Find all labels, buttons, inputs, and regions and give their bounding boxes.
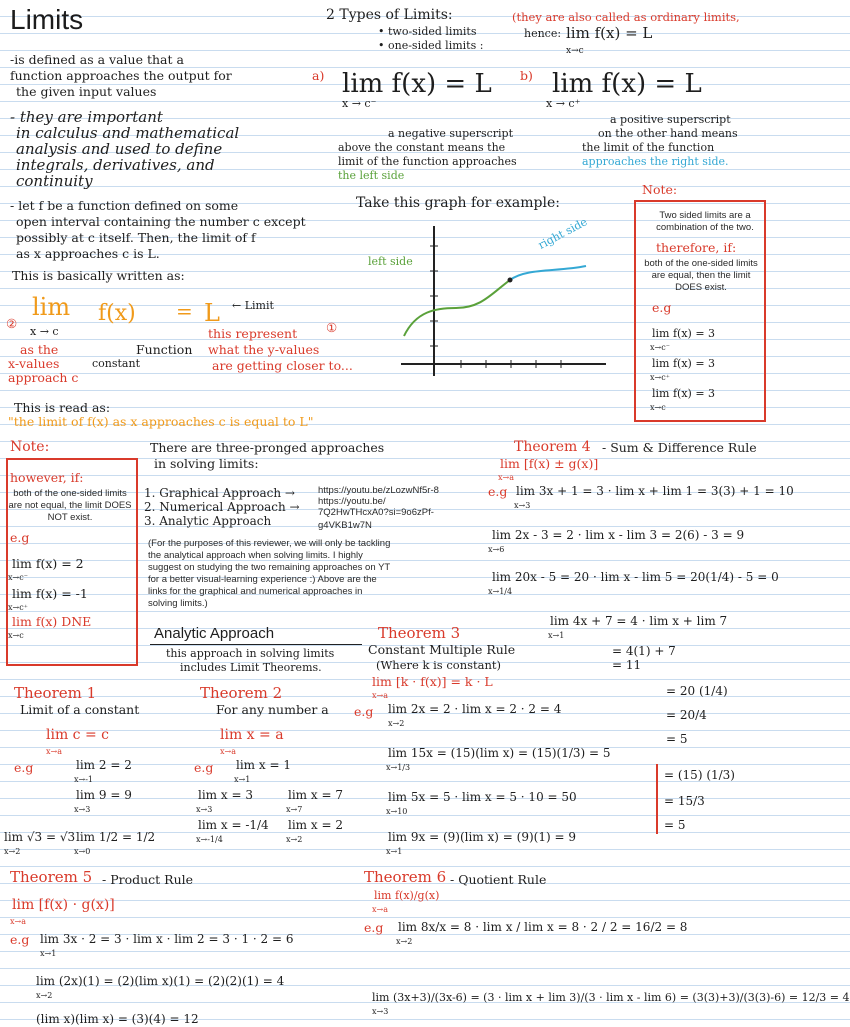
ann-left-num: ② <box>6 316 18 331</box>
thm5-rule: lim [f(x) · g(x)] <box>12 897 115 913</box>
thm5-ex1: lim 3x · 2 = 3 · lim x · lim 2 = 3 · 1 · 2 = 6 <box>40 932 294 946</box>
thm5-title: Theorem 5 <box>10 868 93 886</box>
thm1-ex1: lim 2 = 2 <box>76 758 132 772</box>
note2-ex3: lim f(x) DNE <box>12 614 92 629</box>
side-a-2: = 20/4 <box>666 708 707 722</box>
approach-link-3[interactable]: 7Q2HwTHcxA0?si=9o6zPf- <box>318 507 434 518</box>
thm2-ex5-sub: x→2 <box>286 835 303 844</box>
note2-ex3-sub: x→c <box>8 631 24 640</box>
thm5-rule-sub: x→a <box>10 917 26 926</box>
ann-right-3: are getting closer to... <box>212 358 353 373</box>
note1-title: Note: <box>642 182 678 197</box>
thm2-title: Theorem 2 <box>200 684 283 702</box>
thm1-rule-sub: x→a <box>46 747 62 756</box>
thm3-ex4: lim 9x = (9)(lim x) = (9)(1) = 9 <box>388 830 576 844</box>
thm6-ex1: lim 8x/x = 8 · lim x / lim x = 8 · 2 / 2 = 16/2 = 8 <box>398 920 688 934</box>
side-b-bracket <box>656 764 658 834</box>
thm1-ex1-sub: x→-1 <box>74 775 94 784</box>
approach-link-4[interactable]: g4VKB1w7N <box>318 520 372 531</box>
thm4-rule-sub: x→a <box>498 473 514 482</box>
thm2-ex4: lim x = -1/4 <box>198 818 269 832</box>
thm1-ex4-sub: x→0 <box>74 847 91 856</box>
thm4-ex1: lim 3x + 1 = 3 · lim x + lim 1 = 3(3) + 1 = 10 <box>516 484 794 498</box>
thm5-ex1-sub: x→1 <box>40 949 57 958</box>
thm4-ex2: lim 2x - 3 = 2 · lim x - lim 3 = 2(6) - 3 = 9 <box>492 528 745 542</box>
approaches-heading-2: in solving limits: <box>154 456 259 471</box>
thm5-eg: e.g <box>10 932 30 947</box>
thm3-eg: e.g <box>354 704 374 719</box>
thm2-ex3-sub: x→7 <box>286 805 303 814</box>
thm5-sub: - Product Rule <box>102 872 194 887</box>
note1-eg: e.g <box>652 300 672 315</box>
thm1-rule: lim c = c <box>46 727 109 743</box>
thm6-rule: lim f(x)/g(x) <box>374 889 440 902</box>
thm3-ex1: lim 2x = 2 · lim x = 2 · 2 = 4 <box>388 702 562 716</box>
types-hence-lim: lim f(x) = L <box>566 24 653 42</box>
approach-item-3: 3. Analytic Approach <box>144 514 272 528</box>
important-line-2: in calculus and mathematical <box>16 124 240 142</box>
note1-ex3: lim f(x) = 3 <box>652 387 716 400</box>
b-text-3: the limit of the function <box>582 141 715 154</box>
let-f-line-2: open interval containing the number c except <box>16 214 306 229</box>
thm5-ex2: lim (2x)(1) = (2)(lim x)(1) = (2)(2)(1) = 4 <box>36 974 285 988</box>
b-sub: x → c⁺ <box>546 97 581 110</box>
approaches-purpose: (For the purposes of this reviewer, we will only be tackling the analytical approach when solving limits. I highly suggest on studying the two remaining approaches on YT for a better visual-learning experience :) Above are the links for the graphical and numerical approaches in solving limits.) <box>148 538 391 609</box>
thm4-eg: e.g <box>488 484 508 499</box>
thm4-step1: = 4(1) + 7 <box>612 644 676 658</box>
b-label: b) <box>520 68 533 83</box>
b-expr: lim f(x) = L <box>552 69 702 99</box>
approach-link-1[interactable]: https://youtu.be/zLozwNf5r-8 <box>318 485 439 496</box>
note1-line2: both of the one-sided limits are equal, then the limit DOES exist. <box>644 258 758 293</box>
thm2-ex1-sub: x→1 <box>234 775 251 784</box>
graph-caption: Take this graph for example: <box>356 195 560 211</box>
limit-point <box>508 278 513 283</box>
thm3-ex2: lim 15x = (15)(lim x) = (15)(1/3) = 5 <box>388 746 611 760</box>
b-text-1: a positive superscript <box>610 113 731 126</box>
types-heading: 2 Types of Limits: <box>326 7 453 23</box>
important-line-4: integrals, derivatives, and <box>16 156 215 174</box>
thm2-eg: e.g <box>194 760 214 775</box>
page-title: Limits <box>10 4 84 35</box>
thm3-ex1-sub: x→2 <box>388 719 405 728</box>
definition-line-1: -is defined as a value that a <box>10 52 184 67</box>
approaches-heading-1: There are three-pronged approaches <box>150 440 385 455</box>
thm4-sub: - Sum & Difference Rule <box>602 440 757 455</box>
note2-ex1: lim f(x) = 2 <box>12 556 84 571</box>
thm4-title: Theorem 4 <box>514 439 591 455</box>
graph-right-label: right side <box>536 215 590 252</box>
analytic-text-1: this approach in solving limits <box>166 647 335 660</box>
note1-therefore: therefore, if: <box>656 240 737 255</box>
note1-ex3-sub: x→c <box>650 403 666 412</box>
thm3-rule: lim [k · f(x)] = k · L <box>372 674 493 689</box>
important-line-5: continuity <box>16 172 93 190</box>
thm1-sub: Limit of a constant <box>20 702 140 717</box>
main-eq: = <box>176 299 193 323</box>
a-text-3: limit of the function approaches <box>338 155 517 168</box>
types-item-1: • two-sided limits <box>378 25 477 38</box>
b-text-2: on the other hand means <box>598 127 738 140</box>
thm1-eg: e.g <box>14 760 34 775</box>
types-hence: hence: <box>524 27 562 40</box>
thm3-sub: Constant Multiple Rule <box>368 642 516 657</box>
read-quote: "the limit of f(x) as x approaches c is equal to L" <box>8 414 314 429</box>
note1-ex1: lim f(x) = 3 <box>652 327 716 340</box>
side-b-1: = (15) (1/3) <box>664 768 735 782</box>
thm2-rule: lim x = a <box>220 727 284 743</box>
main-fx: f(x) <box>98 301 136 326</box>
thm2-ex2-sub: x→3 <box>196 805 213 814</box>
thm2-ex3: lim x = 7 <box>288 788 343 802</box>
side-b-2: = 15/3 <box>664 794 705 808</box>
graph-left-label: left side <box>368 255 413 268</box>
basically-text: This is basically written as: <box>12 268 185 283</box>
note2-ex2: lim f(x) = -1 <box>12 586 88 601</box>
constant-label: constant <box>92 357 140 370</box>
a-text-4: the left side <box>338 169 405 182</box>
a-label: a) <box>312 68 325 83</box>
thm6-ex1-sub: x→2 <box>396 937 413 946</box>
thm4-step2: = 11 <box>612 658 642 672</box>
main-L: L <box>204 299 220 327</box>
ann-right-num: ① <box>326 320 338 335</box>
a-expr: lim f(x) = L <box>342 69 492 99</box>
approach-link-2[interactable]: https://youtu.be/ <box>318 496 386 507</box>
side-a-1: = 20 (1/4) <box>666 684 728 698</box>
thm2-ex2: lim x = 3 <box>198 788 253 802</box>
a-text-2: above the constant means the <box>338 141 506 154</box>
thm4-ex3: lim 20x - 5 = 20 · lim x - lim 5 = 20(1/4) - 5 = 0 <box>492 570 779 584</box>
ann-left-3: approach c <box>8 370 79 385</box>
thm3-ex2-sub: x→1/3 <box>386 763 411 772</box>
thm2-ex4-sub: x→-1/4 <box>196 835 223 844</box>
note1-ex1-sub: x→c⁻ <box>650 343 670 352</box>
analytic-underline <box>150 644 362 645</box>
thm1-title: Theorem 1 <box>14 684 97 702</box>
note1-ex2: lim f(x) = 3 <box>652 357 716 370</box>
limit-graph <box>396 216 616 386</box>
ann-left-1: as the <box>20 342 59 357</box>
note1-line1: Two sided limits are a combination of the two. <box>656 210 754 233</box>
a-sub: x → c⁻ <box>342 97 377 110</box>
side-a-3: = 5 <box>666 732 688 746</box>
thm1-ex4: lim 1/2 = 1/2 <box>76 830 156 844</box>
thm6-ex2: lim (3x+3)/(3x-6) = (3 · lim x + lim 3)/(3 · lim x - lim 6) = (3(3)+3)/(3(3)-6) = 12/3 = 4 <box>372 991 850 1004</box>
a-text-1: a negative superscript <box>388 127 513 140</box>
ann-left-2: x-values <box>8 356 60 371</box>
types-item-2: • one-sided limits : <box>378 39 484 52</box>
note2-line: both of the one-sided limits are not equal, the limit DOES NOT exist. <box>8 488 132 523</box>
analytic-text-2: includes Limit Theorems. <box>180 661 322 674</box>
thm4-rule: lim [f(x) ± g(x)] <box>500 456 599 471</box>
read-as: This is read as: <box>14 400 111 415</box>
let-f-line-3: possibly at c itself. Then, the limit of f <box>16 230 256 245</box>
note2-eg: e.g <box>10 530 30 545</box>
left-curve <box>404 280 510 336</box>
thm6-title: Theorem 6 <box>364 868 447 886</box>
types-also: (they are also called as ordinary limits, <box>512 10 740 24</box>
thm6-rule-sub: x→a <box>372 905 388 914</box>
approach-item-2: 2. Numerical Approach → <box>144 500 300 514</box>
thm5-ex2-sub: x→2 <box>36 991 53 1000</box>
note2-however: however, if: <box>10 470 84 485</box>
thm4-ex4: lim 4x + 7 = 4 · lim x + lim 7 <box>550 614 728 628</box>
thm6-ex2-sub: x→3 <box>372 1007 389 1016</box>
thm1-ex2-sub: x→3 <box>74 805 91 814</box>
ann-right-1: this represent <box>208 326 298 341</box>
important-line-3: analysis and used to define <box>16 140 223 158</box>
let-f-line-1: - let f be a function defined on some <box>10 198 239 213</box>
side-b-3: = 5 <box>664 818 686 832</box>
thm1-ex3: lim √3 = √3 <box>4 830 76 844</box>
analytic-title: Analytic Approach <box>154 625 275 642</box>
note1-ex2-sub: x→c⁺ <box>650 373 670 382</box>
function-label: Function <box>136 342 193 357</box>
thm1-ex3-sub: x→2 <box>4 847 21 856</box>
note2-ex2-sub: x→c⁺ <box>8 603 28 612</box>
thm2-ex5: lim x = 2 <box>288 818 343 832</box>
note2-title: Note: <box>10 439 50 455</box>
thm6-sub: - Quotient Rule <box>450 872 547 887</box>
b-text-4: approaches the right side. <box>582 155 729 168</box>
limit-label: ← Limit <box>232 299 274 312</box>
definition-line-2: function approaches the output for <box>10 68 232 83</box>
thm3-ex3-sub: x→10 <box>386 807 408 816</box>
right-curve <box>510 266 586 280</box>
thm3-rule-sub: x→a <box>372 691 388 700</box>
note2-ex1-sub: x→c⁻ <box>8 573 28 582</box>
thm2-ex1: lim x = 1 <box>236 758 291 772</box>
thm3-cond: (Where k is constant) <box>376 658 502 672</box>
thm2-sub: For any number a <box>216 702 329 717</box>
let-f-line-4: as x approaches c is L. <box>16 246 160 261</box>
types-hence-sub: x→c <box>566 46 584 56</box>
thm1-ex2: lim 9 = 9 <box>76 788 132 802</box>
thm4-ex1-sub: x→3 <box>514 501 531 510</box>
thm4-ex3-sub: x→1/4 <box>488 587 513 596</box>
definition-line-3: the given input values <box>16 84 157 99</box>
thm3-ex3: lim 5x = 5 · lim x = 5 · 10 = 50 <box>388 790 577 804</box>
main-lim: lim <box>32 293 71 321</box>
ann-right-2: what the y-values <box>208 342 320 357</box>
thm6-eg: e.g <box>364 920 384 935</box>
thm5-ex3: (lim x)(lim x) = (3)(4) = 12 <box>36 1012 199 1026</box>
thm2-rule-sub: x→a <box>220 747 236 756</box>
thm4-ex2-sub: x→6 <box>488 545 505 554</box>
thm4-ex4-sub: x→1 <box>548 631 565 640</box>
main-lim-sub: x → c <box>30 325 59 338</box>
thm3-ex4-sub: x→1 <box>386 847 403 856</box>
important-line-1: - they are important <box>10 108 163 126</box>
thm3-title: Theorem 3 <box>378 624 461 642</box>
approach-item-1: 1. Graphical Approach → <box>144 486 295 500</box>
